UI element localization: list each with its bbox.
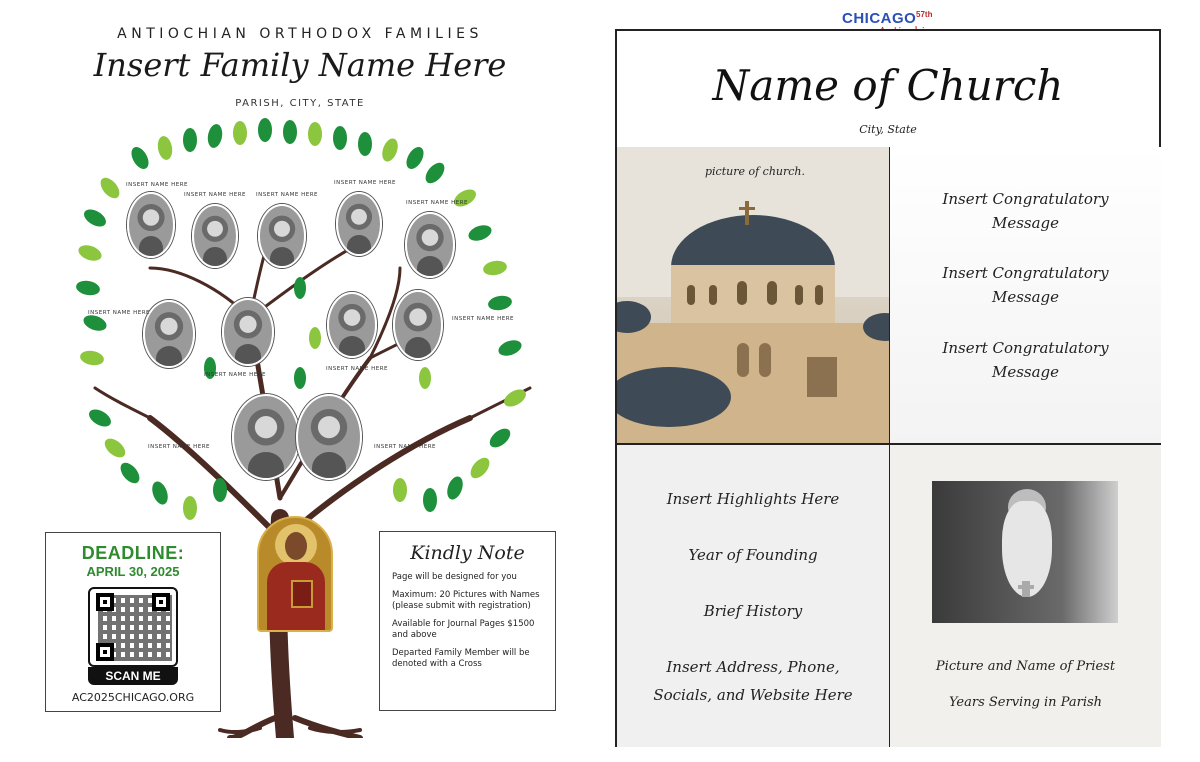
family-photo — [296, 394, 362, 480]
highlight-item: Insert Address, Phone, Socials, and Website Here — [653, 658, 853, 704]
congratulatory-message: Insert Congratulatory Message — [942, 339, 1109, 381]
family-name-title: Insert Family Name Here — [93, 46, 507, 84]
church-name-title: Name of Church — [712, 61, 1064, 110]
photo-name-label: INSERT NAME HERE — [88, 310, 150, 316]
photo-name-label: INSERT NAME HERE — [148, 444, 210, 450]
note-title: Kindly Note — [410, 542, 525, 564]
family-photo — [258, 204, 306, 268]
family-photo — [393, 290, 443, 360]
deadline-box — [45, 532, 221, 712]
priest-photo — [932, 481, 1118, 623]
photo-name-label: INSERT NAME HERE — [204, 372, 266, 378]
kindly-note-box — [379, 531, 556, 711]
highlight-item: Year of Founding — [688, 546, 818, 564]
church-picture-label: picture of church. — [705, 165, 806, 178]
logo-edition: 57th — [916, 10, 933, 19]
qr-code-icon[interactable] — [88, 587, 178, 667]
family-photo — [232, 394, 300, 480]
parish-line: PARISH, CITY, STATE — [235, 98, 365, 109]
priest-years: Years Serving in Parish — [948, 695, 1103, 710]
family-photo — [405, 212, 455, 278]
photo-name-label: INSERT NAME HERE — [374, 444, 436, 450]
congratulatory-message: Insert Congratulatory Message — [942, 190, 1109, 232]
family-photo — [336, 192, 382, 256]
church-building-graphic — [617, 147, 889, 443]
note-line: Maximum: 20 Pictures with Names (please submit with registration) — [392, 590, 540, 611]
note-line: Page will be designed for you — [392, 572, 517, 582]
note-line: Departed Family Member will be denoted with a Cross — [392, 648, 530, 669]
family-photo — [143, 300, 195, 368]
family-photo — [327, 292, 377, 358]
org-title: ANTIOCHIAN ORTHODOX FAMILIES — [117, 26, 483, 42]
note-line: Available for Journal Pages $1500 and above — [392, 619, 535, 640]
family-photo — [127, 192, 175, 258]
highlight-item: Brief History — [703, 602, 803, 620]
photo-name-label: INSERT NAME HERE — [256, 192, 318, 198]
photo-name-label: INSERT NAME HERE — [326, 366, 388, 372]
website-link[interactable]: AC2025CHICAGO.ORG — [71, 691, 195, 704]
congratulatory-message: Insert Congratulatory Message — [942, 264, 1109, 306]
deadline-date: APRIL 30, 2025 — [86, 564, 180, 579]
deadline-title: DEADLINE: — [81, 543, 185, 563]
priest-caption: Picture and Name of Priest — [935, 659, 1116, 674]
church-photo — [617, 147, 889, 443]
christ-icon-image — [257, 516, 333, 632]
photo-name-label: INSERT NAME HERE — [334, 180, 396, 186]
family-photo — [192, 204, 238, 268]
logo-city: CHICAGO — [842, 10, 917, 27]
congratulatory-messages — [889, 147, 1161, 443]
photo-name-label: INSERT NAME HERE — [126, 182, 188, 188]
church-highlights — [617, 445, 889, 747]
highlight-item: Insert Highlights Here — [666, 490, 840, 508]
photo-name-label: INSERT NAME HERE — [184, 192, 246, 198]
photo-name-label: INSERT NAME HERE — [452, 316, 514, 322]
scan-me-label: SCAN ME — [88, 667, 178, 685]
church-page — [615, 29, 1161, 747]
photo-name-label: INSERT NAME HERE — [406, 200, 468, 206]
priest-section — [889, 445, 1161, 747]
family-photo — [222, 298, 274, 366]
church-city-state: City, State — [859, 123, 917, 136]
